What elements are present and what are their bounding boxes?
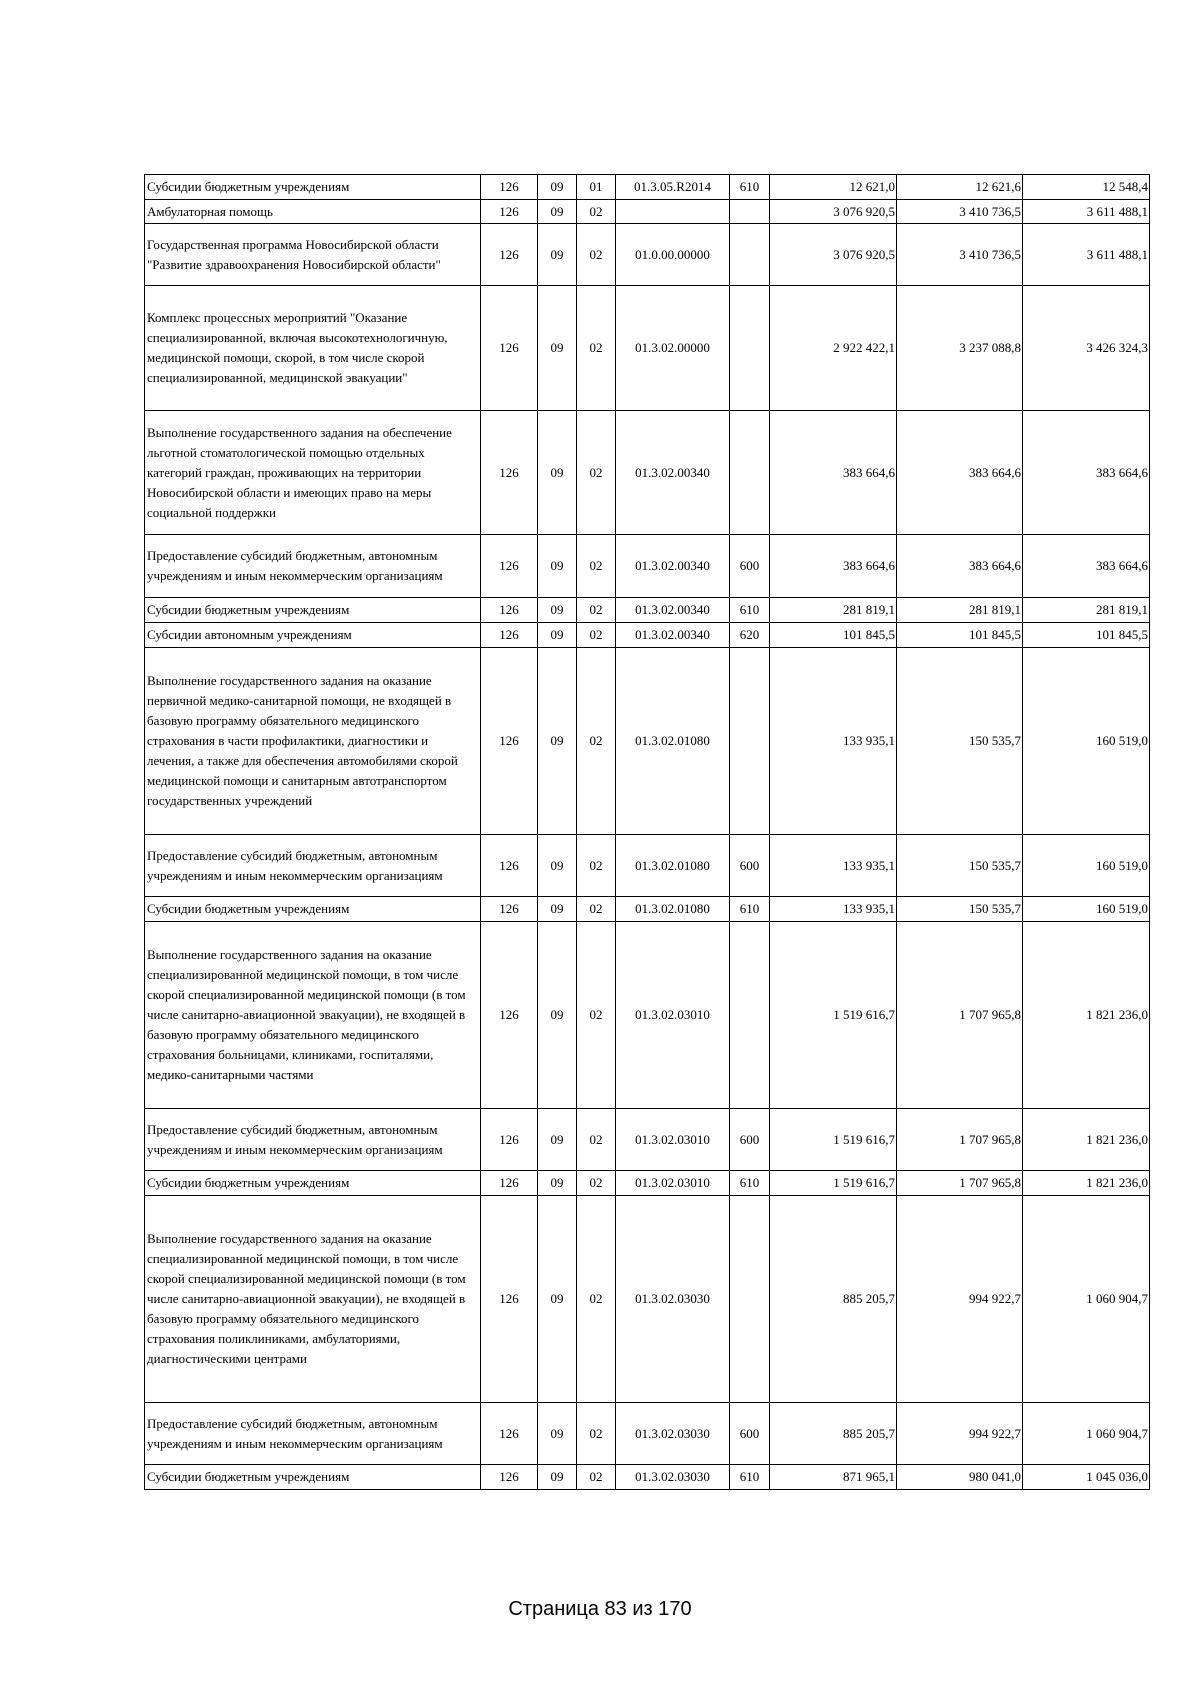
- section-code-cell: 09: [538, 175, 577, 200]
- amount-year2-cell: 101 845,5: [897, 623, 1023, 648]
- expense-type-cell: 610: [730, 1465, 770, 1490]
- section-code-cell: 09: [538, 1465, 577, 1490]
- target-article-cell: 01.3.02.01080: [616, 897, 730, 922]
- subsection-code-cell: 02: [577, 922, 616, 1109]
- amount-year3-cell: 1 821 236,0: [1023, 1109, 1150, 1171]
- ved-code-cell: 126: [481, 1403, 538, 1465]
- target-article-cell: 01.3.02.03010: [616, 1171, 730, 1196]
- amount-year2-cell: 1 707 965,8: [897, 922, 1023, 1109]
- table-row: [145, 922, 1150, 1109]
- subsection-code-cell: 02: [577, 224, 616, 286]
- ved-code-cell: 126: [481, 1465, 538, 1490]
- target-article-cell: 01.3.02.03030: [616, 1403, 730, 1465]
- section-code-cell: 09: [538, 411, 577, 535]
- section-code-cell: 09: [538, 286, 577, 411]
- subsection-code-cell: 02: [577, 623, 616, 648]
- amount-year1-cell: 383 664,6: [770, 411, 897, 535]
- ved-code-cell: 126: [481, 648, 538, 835]
- table-row: [145, 1171, 1150, 1196]
- amount-year3-cell: 383 664,6: [1023, 411, 1150, 535]
- table-row: [145, 535, 1150, 598]
- target-article-cell: 01.3.02.00340: [616, 535, 730, 598]
- amount-year2-cell: 150 535,7: [897, 648, 1023, 835]
- amount-year2-cell: 994 922,7: [897, 1403, 1023, 1465]
- subsection-code-cell: 02: [577, 897, 616, 922]
- section-code-cell: 09: [538, 598, 577, 623]
- amount-year1-cell: 3 076 920,5: [770, 200, 897, 224]
- row-name-cell: Субсидии бюджетным учреждениям: [145, 897, 481, 922]
- amount-year3-cell: 101 845,5: [1023, 623, 1150, 648]
- budget-table: [144, 174, 1150, 1490]
- target-article-cell: 01.3.02.03010: [616, 1109, 730, 1171]
- subsection-code-cell: 02: [577, 286, 616, 411]
- target-article-cell: 01.3.02.03010: [616, 922, 730, 1109]
- expense-type-cell: 610: [730, 897, 770, 922]
- section-code-cell: 09: [538, 897, 577, 922]
- amount-year2-cell: 150 535,7: [897, 897, 1023, 922]
- expense-type-cell: [730, 411, 770, 535]
- row-name-cell: Государственная программа Новосибирской области "Развитие здравоохранения Новосибирской области": [145, 224, 481, 286]
- target-article-cell: 01.3.02.03030: [616, 1196, 730, 1403]
- row-name-cell: Предоставление субсидий бюджетным, автономным учреждениям и иным некоммерческим организациям: [145, 535, 481, 598]
- table-row: [145, 224, 1150, 286]
- table-row: [145, 175, 1150, 200]
- table-row: [145, 623, 1150, 648]
- section-code-cell: 09: [538, 1403, 577, 1465]
- subsection-code-cell: 02: [577, 1465, 616, 1490]
- expense-type-cell: 600: [730, 535, 770, 598]
- row-name-cell: Предоставление субсидий бюджетным, автономным учреждениям и иным некоммерческим организациям: [145, 1403, 481, 1465]
- amount-year2-cell: 150 535,7: [897, 835, 1023, 897]
- row-name-cell: Выполнение государственного задания на оказание первичной медико-санитарной помощи, не входящей в базовую программу обязательного медицинского страхования в части профилактики, диагностики и лечения, а также для обеспечения автомобилями скорой медицинской помощи и санитарным автотранспортом государственных учреждений: [145, 648, 481, 835]
- amount-year3-cell: 1 821 236,0: [1023, 1171, 1150, 1196]
- ved-code-cell: 126: [481, 835, 538, 897]
- ved-code-cell: 126: [481, 1171, 538, 1196]
- subsection-code-cell: 02: [577, 1171, 616, 1196]
- amount-year2-cell: 1 707 965,8: [897, 1109, 1023, 1171]
- subsection-code-cell: 02: [577, 598, 616, 623]
- amount-year2-cell: 994 922,7: [897, 1196, 1023, 1403]
- expense-type-cell: 600: [730, 835, 770, 897]
- ved-code-cell: 126: [481, 200, 538, 224]
- amount-year3-cell: 160 519,0: [1023, 648, 1150, 835]
- ved-code-cell: 126: [481, 411, 538, 535]
- target-article-cell: 01.3.02.00000: [616, 286, 730, 411]
- subsection-code-cell: 02: [577, 535, 616, 598]
- amount-year1-cell: 133 935,1: [770, 835, 897, 897]
- table-row: [145, 1196, 1150, 1403]
- row-name-cell: Выполнение государственного задания на обеспечение льготной стоматологической помощью отдельных категорий граждан, проживающих на территории Новосибирской области и имеющих право на меры социальной поддержки: [145, 411, 481, 535]
- section-code-cell: 09: [538, 1109, 577, 1171]
- amount-year3-cell: 383 664,6: [1023, 535, 1150, 598]
- target-article-cell: [616, 200, 730, 224]
- amount-year2-cell: 383 664,6: [897, 411, 1023, 535]
- section-code-cell: 09: [538, 1196, 577, 1403]
- table-row: [145, 1465, 1150, 1490]
- row-name-cell: Выполнение государственного задания на оказание специализированной медицинской помощи, в том числе скорой специализированной медицинской помощи (в том числе санитарно-авиационной эвакуации), не входящей в базовую программу обязательного медицинского страхования поликлиниками, амбулаториями, диагностическими центрами: [145, 1196, 481, 1403]
- section-code-cell: 09: [538, 648, 577, 835]
- amount-year3-cell: 1 060 904,7: [1023, 1403, 1150, 1465]
- row-name-cell: Амбулаторная помощь: [145, 200, 481, 224]
- amount-year1-cell: 1 519 616,7: [770, 1171, 897, 1196]
- amount-year1-cell: 2 922 422,1: [770, 286, 897, 411]
- target-article-cell: 01.3.02.03030: [616, 1465, 730, 1490]
- table-row: [145, 897, 1150, 922]
- ved-code-cell: 126: [481, 922, 538, 1109]
- row-name-cell: Выполнение государственного задания на оказание специализированной медицинской помощи, в том числе скорой специализированной медицинской помощи (в том числе санитарно-авиационной эвакуации), не входящей в базовую программу обязательного медицинского страхования больницами, клиниками, госпиталями, медико-санитарными частями: [145, 922, 481, 1109]
- amount-year3-cell: 3 611 488,1: [1023, 200, 1150, 224]
- subsection-code-cell: 02: [577, 200, 616, 224]
- amount-year1-cell: 383 664,6: [770, 535, 897, 598]
- amount-year1-cell: 101 845,5: [770, 623, 897, 648]
- ved-code-cell: 126: [481, 897, 538, 922]
- table-row: [145, 598, 1150, 623]
- target-article-cell: 01.0.00.00000: [616, 224, 730, 286]
- ved-code-cell: 126: [481, 175, 538, 200]
- amount-year1-cell: 281 819,1: [770, 598, 897, 623]
- table-row: [145, 648, 1150, 835]
- expense-type-cell: 610: [730, 175, 770, 200]
- ved-code-cell: 126: [481, 598, 538, 623]
- row-name-cell: Предоставление субсидий бюджетным, автономным учреждениям и иным некоммерческим организациям: [145, 1109, 481, 1171]
- amount-year2-cell: 1 707 965,8: [897, 1171, 1023, 1196]
- amount-year1-cell: 3 076 920,5: [770, 224, 897, 286]
- subsection-code-cell: 01: [577, 175, 616, 200]
- amount-year3-cell: 3 611 488,1: [1023, 224, 1150, 286]
- section-code-cell: 09: [538, 623, 577, 648]
- subsection-code-cell: 02: [577, 1109, 616, 1171]
- section-code-cell: 09: [538, 535, 577, 598]
- expense-type-cell: 610: [730, 1171, 770, 1196]
- table-row: [145, 1403, 1150, 1465]
- section-code-cell: 09: [538, 200, 577, 224]
- amount-year2-cell: 12 621,6: [897, 175, 1023, 200]
- expense-type-cell: [730, 286, 770, 411]
- page-number: Страница 83 из 170: [508, 1598, 692, 1620]
- expense-type-cell: 620: [730, 623, 770, 648]
- row-name-cell: Субсидии автономным учреждениям: [145, 623, 481, 648]
- target-article-cell: 01.3.02.01080: [616, 648, 730, 835]
- amount-year2-cell: 3 237 088,8: [897, 286, 1023, 411]
- amount-year1-cell: 885 205,7: [770, 1403, 897, 1465]
- table-row: [145, 286, 1150, 411]
- amount-year3-cell: 3 426 324,3: [1023, 286, 1150, 411]
- section-code-cell: 09: [538, 835, 577, 897]
- expense-type-cell: [730, 200, 770, 224]
- row-name-cell: Субсидии бюджетным учреждениям: [145, 175, 481, 200]
- target-article-cell: 01.3.02.00340: [616, 411, 730, 535]
- table-row: [145, 835, 1150, 897]
- section-code-cell: 09: [538, 922, 577, 1109]
- expense-type-cell: [730, 1196, 770, 1403]
- amount-year3-cell: 1 045 036,0: [1023, 1465, 1150, 1490]
- amount-year2-cell: 980 041,0: [897, 1465, 1023, 1490]
- expense-type-cell: 600: [730, 1403, 770, 1465]
- expense-type-cell: [730, 922, 770, 1109]
- amount-year3-cell: 160 519,0: [1023, 835, 1150, 897]
- amount-year3-cell: 160 519,0: [1023, 897, 1150, 922]
- section-code-cell: 09: [538, 224, 577, 286]
- amount-year2-cell: 383 664,6: [897, 535, 1023, 598]
- subsection-code-cell: 02: [577, 1196, 616, 1403]
- amount-year1-cell: 133 935,1: [770, 897, 897, 922]
- row-name-cell: Предоставление субсидий бюджетным, автономным учреждениям и иным некоммерческим организациям: [145, 835, 481, 897]
- target-article-cell: 01.3.02.01080: [616, 835, 730, 897]
- amount-year1-cell: 1 519 616,7: [770, 922, 897, 1109]
- table-row: [145, 200, 1150, 224]
- amount-year3-cell: 1 821 236,0: [1023, 922, 1150, 1109]
- ved-code-cell: 126: [481, 535, 538, 598]
- target-article-cell: 01.3.02.00340: [616, 598, 730, 623]
- amount-year3-cell: 281 819,1: [1023, 598, 1150, 623]
- amount-year2-cell: 3 410 736,5: [897, 200, 1023, 224]
- ved-code-cell: 126: [481, 224, 538, 286]
- subsection-code-cell: 02: [577, 835, 616, 897]
- target-article-cell: 01.3.02.00340: [616, 623, 730, 648]
- amount-year1-cell: 885 205,7: [770, 1196, 897, 1403]
- amount-year1-cell: 12 621,0: [770, 175, 897, 200]
- amount-year1-cell: 871 965,1: [770, 1465, 897, 1490]
- expense-type-cell: [730, 224, 770, 286]
- amount-year2-cell: 3 410 736,5: [897, 224, 1023, 286]
- target-article-cell: 01.3.05.R2014: [616, 175, 730, 200]
- expense-type-cell: 610: [730, 598, 770, 623]
- section-code-cell: 09: [538, 1171, 577, 1196]
- table-row: [145, 411, 1150, 535]
- amount-year3-cell: 1 060 904,7: [1023, 1196, 1150, 1403]
- ved-code-cell: 126: [481, 1196, 538, 1403]
- row-name-cell: Комплекс процессных мероприятий "Оказание специализированной, включая высокотехнологичную, медицинской помощи, скорой, в том числе скорой специализированной, медицинской эвакуации": [145, 286, 481, 411]
- subsection-code-cell: 02: [577, 411, 616, 535]
- subsection-code-cell: 02: [577, 648, 616, 835]
- amount-year1-cell: 1 519 616,7: [770, 1109, 897, 1171]
- amount-year3-cell: 12 548,4: [1023, 175, 1150, 200]
- row-name-cell: Субсидии бюджетным учреждениям: [145, 1171, 481, 1196]
- amount-year2-cell: 281 819,1: [897, 598, 1023, 623]
- row-name-cell: Субсидии бюджетным учреждениям: [145, 1465, 481, 1490]
- table-row: [145, 1109, 1150, 1171]
- row-name-cell: Субсидии бюджетным учреждениям: [145, 598, 481, 623]
- subsection-code-cell: 02: [577, 1403, 616, 1465]
- expense-type-cell: [730, 648, 770, 835]
- amount-year1-cell: 133 935,1: [770, 648, 897, 835]
- ved-code-cell: 126: [481, 623, 538, 648]
- ved-code-cell: 126: [481, 286, 538, 411]
- budget-table-body: [145, 175, 1150, 1490]
- expense-type-cell: 600: [730, 1109, 770, 1171]
- ved-code-cell: 126: [481, 1109, 538, 1171]
